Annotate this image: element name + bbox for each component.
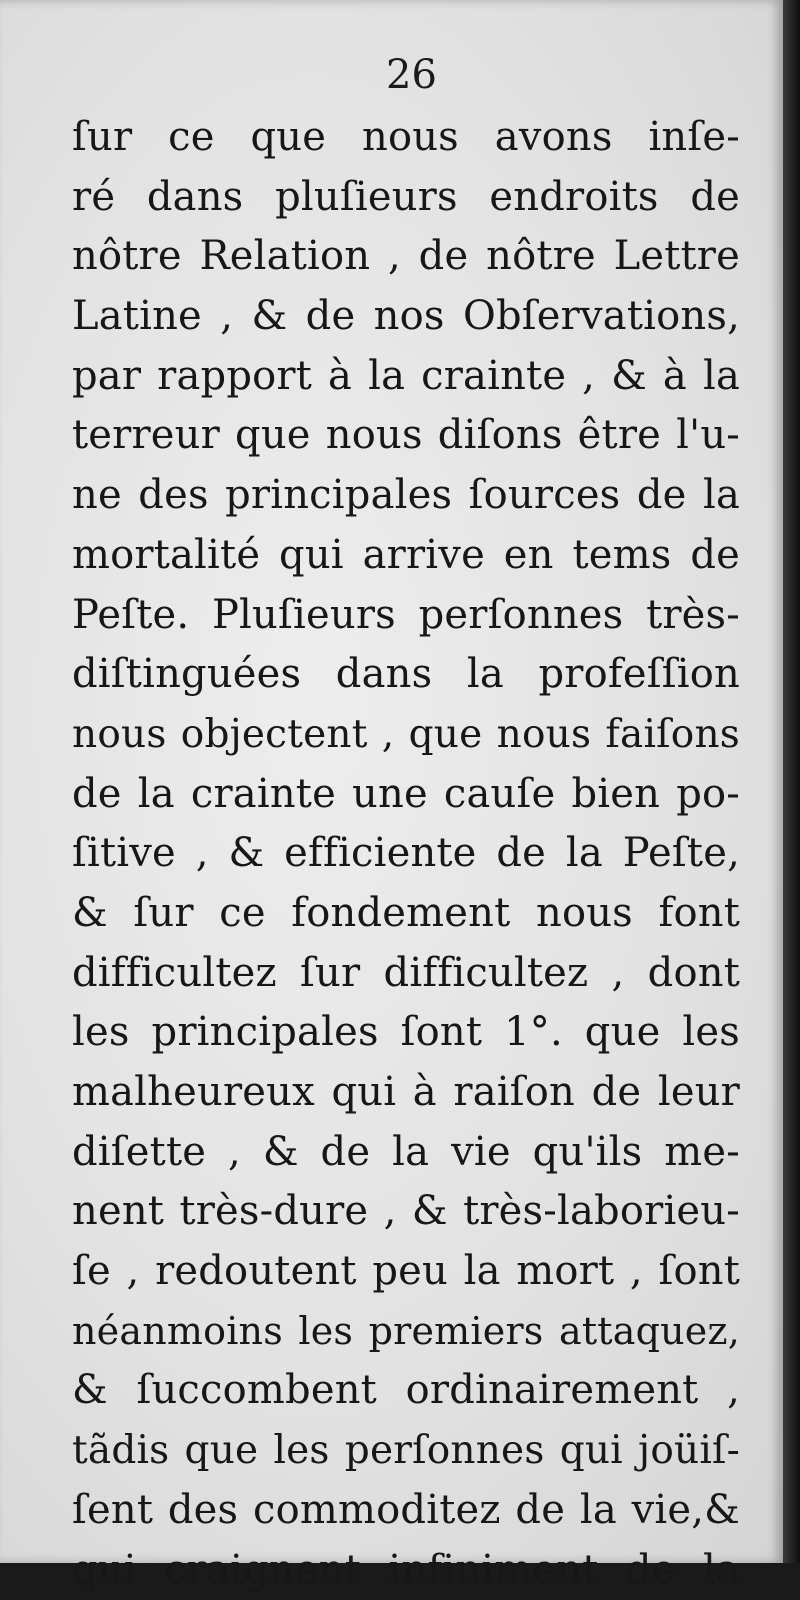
page-text xyxy=(72,108,740,1600)
text-line: qui craignent infiniment de la xyxy=(72,1541,740,1600)
text-line: ſitive , & efficiente de la Peſte, xyxy=(72,824,740,884)
text-line: terreur que nous diſons être l'u- xyxy=(72,406,740,466)
text-line: Peſte. Pluſieurs perſonnes très- xyxy=(72,586,740,646)
page-edge-shadow xyxy=(783,0,800,1563)
text-line: tãdis que les perſonnes qui joüiſ- xyxy=(72,1421,740,1481)
text-line: diſette , & de la vie qu'ils me- xyxy=(72,1123,740,1183)
text-line: & ſuccombent ordinairement , xyxy=(72,1361,740,1421)
text-line: nent très-dure , & très-laborieu- xyxy=(72,1182,740,1242)
text-line: ſent des commoditez de la vie,& xyxy=(72,1481,740,1541)
text-line: & ſur ce fondement nous font xyxy=(72,884,740,944)
text-line: par rapport à la crainte , & à la xyxy=(72,347,740,407)
text-line: difficultez ſur difficultez , dont xyxy=(72,944,740,1004)
text-line: néanmoins les premiers attaquez, xyxy=(72,1302,740,1362)
text-line: diſtinguées dans la profeſſion xyxy=(72,645,740,705)
page-number: 26 xyxy=(20,52,800,98)
text-line: nous objectent , que nous faiſons xyxy=(72,705,740,765)
text-line: nôtre Relation , de nôtre Lettre xyxy=(72,227,740,287)
text-line: mortalité qui arrive en tems de xyxy=(72,526,740,586)
text-line: malheureux qui à raiſon de leur xyxy=(72,1063,740,1123)
text-line: ſe , redoutent peu la mort , ſont xyxy=(72,1242,740,1302)
text-line: ne des principales ſources de la xyxy=(72,466,740,526)
text-line: Latine , & de nos Obſervations, xyxy=(72,287,740,347)
text-line: ré dans pluſieurs endroits de xyxy=(72,168,740,228)
text-line: les principales ſont 1°. que les xyxy=(72,1003,740,1063)
text-line: ſur ce que nous avons inſe- xyxy=(72,108,740,168)
text-line: de la crainte une cauſe bien po- xyxy=(72,765,740,825)
